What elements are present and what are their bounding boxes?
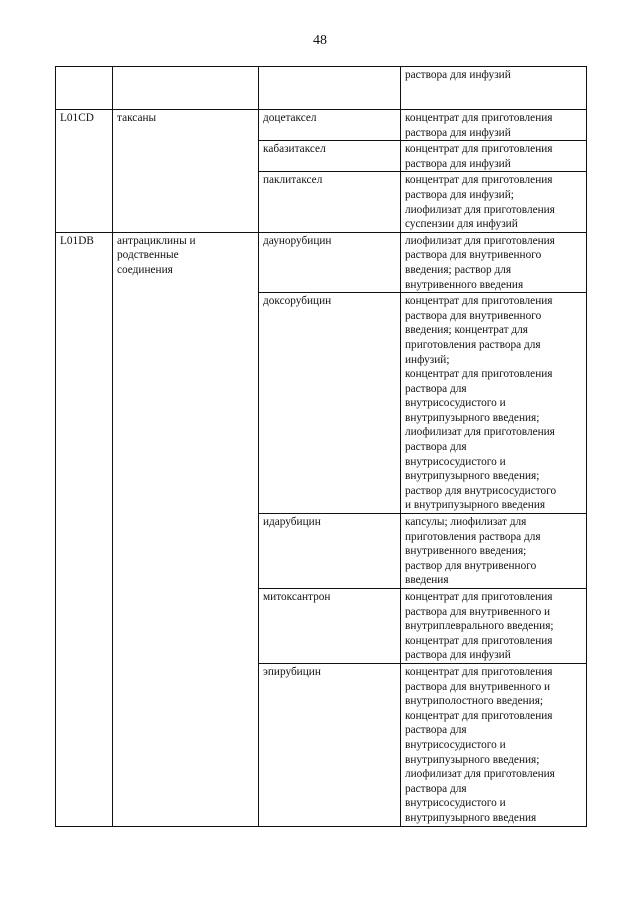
- dosage-form-line: суспензии для инфузий: [405, 218, 518, 231]
- drug-name-cell: [259, 514, 401, 589]
- dosage-form-line: и внутрипузырного введения: [405, 499, 546, 512]
- dosage-form-line: раствора для инфузий: [405, 126, 511, 139]
- dosage-form-line: раствор для внутрисосудистого: [405, 484, 557, 497]
- dosage-form-line: лиофилизат для приготовления: [405, 203, 555, 216]
- dosage-form-line: концентрат для приготовления: [405, 709, 553, 722]
- dosage-form-line: концентрат для приготовления: [405, 634, 553, 647]
- dosage-form-line: раствора для инфузий: [405, 157, 511, 170]
- atc-code-cell: [56, 67, 113, 110]
- dosage-form-line: лиофилизат для приготовления: [405, 234, 555, 247]
- dosage-forms-cell: [401, 663, 587, 826]
- dosage-form-line: раствора для: [405, 724, 467, 737]
- dosage-form-line: раствора для внутривенного: [405, 309, 542, 322]
- dosage-form-line: раствор для внутривенного: [405, 559, 537, 572]
- dosage-form-line: капсулы; лиофилизат для: [405, 516, 527, 529]
- dosage-forms-cell: [401, 141, 587, 172]
- group-cell: [113, 110, 259, 233]
- dosage-form-line: концентрат для приготовления: [405, 591, 553, 603]
- dosage-form-line: внутрисосудистого и: [405, 738, 506, 751]
- drug-name: доцетаксел: [263, 112, 317, 124]
- drug-name-cell: [259, 589, 401, 664]
- drug-table: [55, 66, 587, 827]
- table-row: [56, 232, 587, 292]
- dosage-form-line: введения; концентрат для: [405, 324, 528, 337]
- dosage-form-line: внутриплеврального введения;: [405, 620, 554, 633]
- dosage-form-line: внутрисосудистого и: [405, 797, 506, 810]
- dosage-form-line: концентрат для приготовления: [405, 174, 553, 187]
- dosage-forms-cell: [401, 589, 587, 664]
- dosage-form-line: концентрат для приготовления: [405, 112, 553, 124]
- dosage-forms-cell: [401, 110, 587, 141]
- dosage-forms-cell: [401, 67, 587, 110]
- drug-name: митоксантрон: [263, 591, 331, 603]
- dosage-form-line: раствора для внутривенного: [405, 249, 542, 262]
- dosage-form-line: введения: [405, 574, 449, 587]
- dosage-form-line: концентрат для приготовления: [405, 368, 553, 381]
- table-body: [56, 67, 587, 827]
- dosage-forms-cell: [401, 514, 587, 589]
- dosage-form-line: концентрат для приготовления: [405, 295, 553, 308]
- dosage-form-line: раствора для внутривенного и: [405, 680, 551, 693]
- dosage-form-line: приготовления раствора для: [405, 338, 541, 351]
- dosage-form-line: внутрипузырного введения;: [405, 470, 540, 483]
- dosage-form-line: раствора для инфузий: [405, 649, 511, 662]
- atc-code-cell: [56, 110, 113, 233]
- dosage-form-line: инфузий;: [405, 353, 450, 366]
- atc-code: L01CD: [60, 112, 94, 124]
- dosage-form-line: внутрипузырного введения;: [405, 411, 540, 424]
- drug-name: доксорубицин: [263, 295, 332, 308]
- dosage-form-line: внутрисосудистого и: [405, 455, 506, 468]
- dosage-forms-cell: [401, 293, 587, 514]
- atc-code: L01DB: [60, 234, 94, 247]
- group-cell: [113, 67, 259, 110]
- drug-name-cell: [259, 141, 401, 172]
- dosage-forms-cell: [401, 232, 587, 292]
- dosage-form-line: раствора для: [405, 782, 467, 795]
- dosage-form-line: раствора для внутривенного и: [405, 605, 551, 618]
- dosage-form-line: введения; раствор для: [405, 263, 512, 276]
- group-name-line: родственные: [117, 249, 179, 262]
- dosage-form-line: приготовления раствора для: [405, 530, 541, 543]
- dosage-form-line: внутривенного введения;: [405, 545, 527, 558]
- dosage-form-line: раствора для инфузий: [405, 69, 511, 81]
- drug-name-cell: [259, 67, 401, 110]
- drug-name-cell: [259, 293, 401, 514]
- dosage-form-line: внутрипузырного введения;: [405, 753, 540, 766]
- drug-name-cell: [259, 110, 401, 141]
- group-name-line: таксаны: [117, 112, 157, 124]
- dosage-form-line: лиофилизат для приготовления: [405, 426, 555, 439]
- dosage-form-line: концентрат для приготовления: [405, 665, 553, 678]
- group-cell: [113, 232, 259, 826]
- drug-name: эпирубицин: [263, 665, 321, 678]
- dosage-forms-cell: [401, 172, 587, 232]
- dosage-form-line: внутрипузырного введения: [405, 811, 537, 824]
- drug-name-cell: [259, 663, 401, 826]
- group-name-line: соединения: [117, 263, 173, 276]
- dosage-form-line: лиофилизат для приготовления: [405, 768, 555, 781]
- dosage-form-line: концентрат для приготовления: [405, 143, 553, 156]
- group-name-line: антрациклины и: [117, 234, 196, 247]
- dosage-form-line: раствора для: [405, 382, 467, 395]
- drug-name: даунорубицин: [263, 234, 332, 247]
- table-row: [56, 110, 587, 141]
- dosage-form-line: раствора для: [405, 441, 467, 454]
- dosage-form-line: внутрисосудистого и: [405, 397, 506, 410]
- drug-name: кабазитаксел: [263, 143, 326, 156]
- dosage-form-line: внутриполостного введения;: [405, 695, 544, 708]
- atc-code-cell: [56, 232, 113, 826]
- drug-name-cell: [259, 172, 401, 232]
- drug-name-cell: [259, 232, 401, 292]
- dosage-form-line: раствора для инфузий;: [405, 188, 514, 201]
- table-row: [56, 67, 587, 110]
- drug-name: паклитаксел: [263, 174, 323, 187]
- drug-name: идарубицин: [263, 516, 321, 529]
- page-number: 48: [313, 33, 327, 48]
- dosage-form-line: внутривенного введения: [405, 278, 524, 291]
